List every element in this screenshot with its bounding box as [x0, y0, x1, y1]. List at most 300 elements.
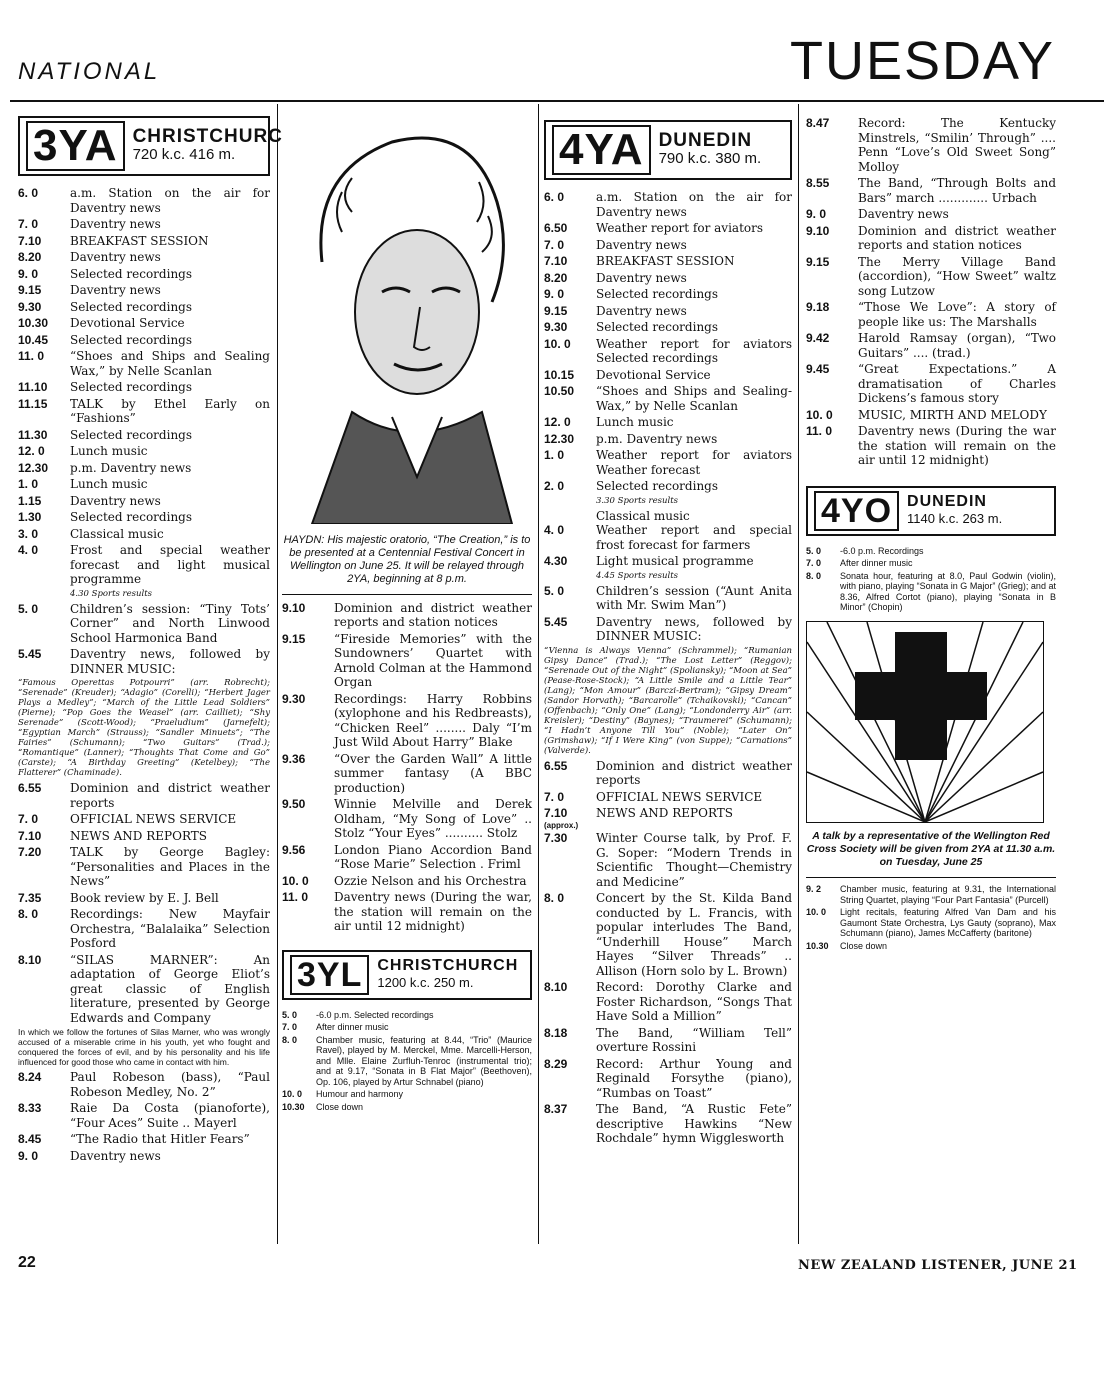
entry-time: 10. 0 — [544, 336, 571, 351]
entry-description: NEWS AND REPORTS — [70, 828, 207, 843]
entry-time: 1.30 — [18, 510, 42, 524]
entry-time: 9.30 — [18, 299, 42, 314]
entry-description: Harold Ramsay (organ), “Two Guitars” .... (trad.) — [858, 331, 1056, 360]
schedule-entry — [18, 267, 270, 282]
entry-description: Dominion and district weather reports and station notices — [334, 600, 532, 629]
classical-note: Classical music — [596, 508, 690, 523]
entry-description: Selected recordings — [70, 380, 193, 394]
schedule-entry — [544, 759, 792, 788]
entry-time: 5. 0 — [282, 1009, 298, 1020]
schedule-entry — [544, 806, 792, 821]
entry-time: 8. 0 — [18, 907, 39, 921]
schedule-entry — [544, 980, 792, 1024]
entry-time: 11. 0 — [282, 890, 309, 904]
entry-description: Light recitals, featuring Alfred Van Dam and his Gaumont State Orchestra, Lys Gauty (soprano), Max Schumann (piano), James McCafferty (baritone) — [840, 907, 1056, 938]
schedule-entry — [544, 523, 792, 552]
entry-time: 8.10 — [18, 952, 42, 967]
entry-description: BREAKFAST SESSION — [596, 254, 735, 268]
schedule-entry — [544, 479, 792, 494]
entry-description: Dominion and district weather reports and station notices — [858, 223, 1056, 252]
entry-description: “Fireside Memories” with the Sundowners’ Quartet with Arnold Colman at the Hammond Organ — [334, 631, 532, 689]
schedule-entry — [544, 384, 792, 413]
entry-description: Light musical programme — [596, 554, 754, 568]
schedule-list — [806, 546, 1056, 613]
entry-description: “Over the Garden Wall” A little summer fantasy (A BBC production) — [334, 751, 532, 795]
entry-time: 9.36 — [282, 751, 306, 766]
station-call-sign: 3YA — [26, 121, 125, 171]
schedule-entry — [18, 781, 270, 810]
entry-time: 9.50 — [282, 797, 306, 811]
entry-time: 3. 0 — [18, 526, 39, 541]
station-frequency: 1200 k.c. 250 m. — [377, 975, 474, 990]
entry-time: 5.45 — [18, 647, 42, 661]
entry-description: OFFICIAL NEWS SERVICE — [70, 812, 237, 826]
entry-description: Lunch music — [70, 477, 148, 491]
schedule-list — [282, 601, 532, 934]
entry-description: Sonata hour, featuring at 8.0, Paul Godwin (violin), with piano, playing “Sonata in G Major” (Grieg); and at 8.36, Alfred Cortot (piano), playing “Sonata in B Minor” (Chopin) — [840, 570, 1056, 612]
entry-description: London Piano Accordion Band “Rose Marie” Selection . Friml — [334, 842, 532, 871]
schedule-entry — [282, 1102, 532, 1113]
entry-time: 8.37 — [544, 1102, 568, 1116]
entry-time: 12.30 — [18, 460, 49, 475]
schedule-entry — [18, 907, 270, 951]
entry-description: Concert by the St. Kilda Band conducted by L. Francis, with popular interludes The Band, “Underhill House” March Hayes “Silver Threads” .. Allison (Horn solo by L. Brown) — [596, 891, 792, 978]
schedule-entry — [18, 953, 270, 1026]
entry-description: Classical music — [70, 526, 164, 541]
header-national: NATIONAL — [18, 58, 161, 85]
schedule-entry — [544, 1102, 792, 1146]
sports-note: 4.45 Sports results — [596, 570, 678, 581]
entry-description: “The Radio that Hitler Fears” — [70, 1132, 250, 1146]
entry-description: Daventry news (During the war the station will remain on the air until 12 midnight) — [858, 424, 1056, 467]
entry-description: Devotional Service — [70, 316, 185, 330]
station-city: CHRISTCHURCH — [377, 956, 519, 974]
entry-description: Daventry news — [70, 250, 161, 264]
schedule-entry — [806, 255, 1056, 299]
schedule-entry — [18, 812, 270, 827]
schedule-entry — [282, 692, 532, 750]
entry-description: Weather report for aviators Selected recordings — [596, 336, 792, 365]
entry-time: 7. 0 — [18, 812, 39, 826]
schedule-entry — [806, 408, 1056, 423]
schedule-entry — [18, 543, 270, 587]
entry-description: Selected recordings — [596, 479, 719, 493]
schedule-entry — [806, 571, 1056, 613]
entry-time: 6.55 — [544, 758, 568, 773]
entry-time: 7.30 — [544, 831, 568, 845]
entry-description: Selected recordings — [596, 287, 719, 301]
schedule-list — [18, 602, 270, 677]
entry-description: Daventry news — [70, 217, 161, 231]
entry-time: 9.15 — [544, 303, 568, 318]
column-4ya — [544, 120, 792, 1148]
entry-time: 9.30 — [282, 691, 306, 706]
entry-time: 11.30 — [18, 427, 48, 442]
entry-description: Recordings: Harry Robbins (xylophone and his Redbreasts), “Chicken Reel” ........ Daly “I’m Just Wild About Harry” Blake — [334, 691, 532, 749]
column-divider — [538, 104, 539, 1244]
schedule-entry — [544, 615, 792, 644]
schedule-entry — [544, 337, 792, 366]
publication-footer: NEW ZEALAND LISTENER, JUNE 21 — [798, 1258, 1078, 1273]
entry-description: Selected recordings — [70, 332, 193, 347]
entry-time: 11. 0 — [18, 349, 45, 363]
schedule-entry — [806, 300, 1056, 329]
schedule-entry — [282, 890, 532, 934]
schedule-entry — [282, 1010, 532, 1021]
haydn-portrait — [282, 112, 538, 524]
entry-description: Ozzie Nelson and his Orchestra — [334, 873, 527, 888]
entry-time: 1.15 — [18, 493, 42, 508]
dinner-music-list: “Vienna is Always Vienna” (Schrammel); “Rumanian Gipsy Dance” (Trad.); “The Lost Letter” (Reggov); “Serenade Out of the Night” (Spoliansky); “Moon at Sea” (Pease-Rose-Stock); “A Little Smile and a Little Tear” (Lang); “Mon Amour” (Barczi-Bertram); “Gipsy Dream” (Sandor Horvath); “Barcarolle” (Tchaikovski); “Cancan” (Offenbach); “Only One” (Lang); “Londonderry Air” (arr. Kreisler); “Destiny” (Baynes); “Traumerei” (Schumann); “I Hadn’t Anyone Till You” (Noble); “Later On” (Grimshaw); “If I Were King” (von Suppe); “Carnations” (Valverde). — [544, 645, 792, 756]
entry-description: TALK by George Bagley: “Personalities and Places in the News” — [70, 845, 270, 888]
entry-time: 5. 0 — [806, 545, 822, 556]
station-header-4yo — [806, 486, 1056, 536]
schedule-entry — [18, 217, 270, 232]
entry-time: 6. 0 — [18, 186, 39, 200]
entry-description: BREAKFAST SESSION — [70, 233, 209, 248]
schedule-entry — [544, 448, 792, 477]
entry-description: The Merry Village Band (accordion), “How Sweet” waltz song Lutzow — [858, 254, 1056, 298]
section-rule — [282, 594, 532, 595]
entry-time: 9. 0 — [806, 207, 827, 221]
schedule-list — [18, 1070, 270, 1163]
schedule-entry — [282, 1022, 532, 1033]
entry-description: Selected recordings — [70, 427, 193, 442]
entry-time: 10.45 — [18, 332, 49, 347]
entry-time: 7. 0 — [282, 1022, 298, 1032]
entry-description: p.m. Daventry news — [596, 431, 718, 446]
sports-note: 4.30 Sports results — [70, 588, 152, 599]
schedule-entry — [544, 554, 792, 569]
schedule-entry — [544, 190, 792, 219]
column-haydn — [282, 112, 532, 1114]
schedule-entry — [18, 1149, 270, 1164]
entry-time: 11.10 — [18, 380, 48, 394]
entry-description: Lunch music — [596, 415, 674, 429]
entry-time: 7.10 — [544, 806, 568, 820]
schedule-entry — [18, 510, 270, 525]
entry-description: Chamber music, featuring at 8.44, “Trio” (Maurice Ravel), played by M. Merckel, Mme. Marcelli-Herson, and Mlle. Elaine Zurfluh-Tenroc (instrumental trio); and at 9.17, “Sonata in B Flat Major” (Beethoven), Op. 106, played by Artur Schnabel (piano) — [316, 1034, 532, 1087]
entry-description: The Band, “William Tell” overture Rossini — [596, 1025, 792, 1054]
entry-description: “Shoes and Ships and Sealing-Wax,” by Nelle Scanlan — [596, 384, 792, 413]
schedule-entry — [18, 494, 270, 509]
station-call-sign: 4YO — [814, 491, 899, 531]
entry-time: 10. 0 — [282, 1089, 303, 1099]
schedule-entry — [544, 368, 792, 383]
entry-time: 9.45 — [806, 362, 830, 376]
entry-time: 8.18 — [544, 1025, 568, 1040]
sports-note: 3.30 Sports results — [596, 495, 678, 506]
entry-description: “Those We Love”: A story of people like us: The Marshalls — [858, 300, 1056, 329]
entry-time: 8.20 — [544, 270, 568, 285]
station-call-sign: 3YL — [290, 955, 369, 995]
schedule-entry — [544, 320, 792, 335]
entry-description: TALK by Ethel Early on “Fashions” — [70, 396, 270, 425]
entry-description: Selected recordings — [70, 299, 193, 314]
schedule-entry — [18, 477, 270, 492]
entry-time: 9.15 — [282, 631, 306, 646]
schedule-list — [806, 884, 1056, 951]
schedule-entry — [18, 1070, 270, 1099]
entry-description: The Band, “Through Bolts and Bars” march ............. Urbach — [858, 176, 1056, 205]
entry-time: 5. 0 — [544, 583, 565, 598]
schedule-entry — [18, 333, 270, 348]
schedule-entry — [544, 271, 792, 286]
schedule-entry — [282, 1035, 532, 1088]
entry-description: Daventry news, followed by DINNER MUSIC: — [596, 614, 792, 643]
entry-description: -6.0 p.m. Selected recordings — [316, 1009, 434, 1020]
entry-description: Paul Robeson (bass), “Paul Robeson Medley, No. 2” — [70, 1070, 270, 1099]
entry-description: a.m. Station on the air for Daventry news — [70, 186, 270, 215]
entry-description: Daventry news — [70, 493, 161, 508]
schedule-entry — [544, 432, 792, 447]
entry-time: 8.33 — [18, 1101, 42, 1115]
entry-description: “Shoes and Ships and Sealing Wax,” by Nelle Scanlan — [70, 349, 270, 378]
entry-time: 8.55 — [806, 176, 830, 190]
schedule-entry — [18, 428, 270, 443]
entry-time: 8.29 — [544, 1056, 568, 1071]
entry-description: Devotional Service — [596, 367, 711, 382]
station-header-3yl — [282, 950, 532, 1000]
schedule-entry — [18, 234, 270, 249]
entry-time: 9.56 — [282, 842, 306, 857]
schedule-list — [282, 1010, 532, 1113]
entry-description: OFFICIAL NEWS SERVICE — [596, 789, 763, 804]
entry-time: 10. 0 — [806, 907, 827, 917]
station-frequency: 1140 k.c. 263 m. — [907, 511, 1003, 526]
schedule-entry — [806, 116, 1056, 174]
entry-time: 8.45 — [18, 1132, 42, 1146]
portrait-caption: HAYDN: His majestic oratorio, “The Creation,” is to be presented at a Centennial Festival Concert in Wellington on June 25. It will be relayed through 2YA, beginning at 8 p.m. — [283, 533, 531, 585]
entry-description: Chamber music, featuring at 9.31, the International String Quartet, playing “Four Part Fantasia” (Purcell) — [840, 884, 1056, 905]
entry-time: 11. 0 — [806, 424, 833, 438]
schedule-entry — [806, 558, 1056, 569]
section-rule — [806, 877, 1056, 878]
entry-time: 9.15 — [18, 283, 42, 297]
schedule-entry — [544, 584, 792, 613]
entry-description: Dominion and district weather reports — [70, 781, 270, 810]
silas-marner-note: In which we follow the fortunes of Silas Marner, who was wrongly accused of a miserable crime in his youth, yet who fought and conquered the forces of evil, and by his personality and his life influenced for good those who came in contact with him. — [18, 1027, 270, 1067]
schedule-entry — [282, 752, 532, 796]
red-cross-caption: A talk by a representative of the Wellington Red Cross Society will be given from 2YA at 11.30 a.m. on Tuesday, June 25 — [806, 830, 1056, 868]
schedule-entry — [18, 1101, 270, 1130]
entry-time: 10.30 — [806, 940, 829, 951]
station-frequency: 790 k.c. 380 m. — [658, 149, 762, 167]
red-cross-illustration — [806, 621, 1044, 823]
entry-time: 11.15 — [18, 396, 48, 411]
entry-description: NEWS AND REPORTS — [596, 806, 733, 820]
schedule-entry — [544, 254, 792, 269]
entry-time: 4. 0 — [18, 543, 39, 557]
schedule-entry — [18, 444, 270, 459]
entry-description: Lunch music — [70, 444, 148, 458]
entry-description: Weather report and special frost forecast for farmers — [596, 523, 792, 552]
station-call-sign: 4YA — [552, 125, 651, 175]
entry-description: Raie Da Costa (pianoforte), “Four Aces” Suite .. Mayerl — [70, 1101, 270, 1130]
entry-time: 10. 0 — [282, 873, 309, 888]
schedule-entry — [18, 527, 270, 542]
entry-time: 8.47 — [806, 116, 830, 130]
entry-time: 7.10 — [18, 828, 42, 843]
schedule-entry — [282, 601, 532, 630]
entry-description: Children’s session (“Aunt Anita with Mr. Swim Man”) — [596, 583, 792, 612]
entry-time: 9.30 — [544, 320, 568, 334]
schedule-entry — [544, 238, 792, 253]
entry-description: “Great Expectations.” A dramatisation of Charles Dickens’s famous story — [858, 362, 1056, 405]
schedule-entry — [544, 1026, 792, 1055]
entry-description: Record: The Kentucky Minstrels, “Smilin’ Through” .... Penn “Love’s Old Sweet Song” Molloy — [858, 116, 1056, 174]
schedule-entry — [282, 632, 532, 690]
entry-time: 7.20 — [18, 845, 42, 859]
entry-time: 7.35 — [18, 890, 42, 905]
entry-description: After dinner music — [840, 558, 913, 568]
schedule-list — [544, 759, 792, 821]
schedule-entry — [18, 316, 270, 331]
entry-description: MUSIC, MIRTH AND MELODY — [858, 407, 1047, 422]
entry-description: Record: Dorothy Clarke and Foster Richardson, “Songs That Have Sold a Million” — [596, 980, 792, 1023]
entry-description: Selected recordings — [70, 266, 193, 281]
entry-time: 2. 0 — [544, 479, 565, 493]
header-day: TUESDAY — [790, 31, 1056, 91]
schedule-list — [806, 116, 1056, 468]
entry-description: Humour and harmony — [316, 1089, 404, 1099]
schedule-entry — [544, 287, 792, 302]
entry-time: 10.30 — [282, 1101, 305, 1112]
schedule-entry — [18, 186, 270, 215]
schedule-entry — [806, 224, 1056, 253]
schedule-entry — [544, 1057, 792, 1101]
schedule-entry — [544, 221, 792, 236]
schedule-entry — [18, 380, 270, 395]
dinner-music-list: “Famous Operettas Potpourri” (arr. Robrecht); “Serenade” (Kreuder); “Adagio” (Corelli); “Herbert Jager Plays a Medley”; “March of the Little Lead Soldiers” (Pierne); “Pop Goes the Weasel” (arr. Cailliet); “Shy Serenade” (Scott-Wood); “Praeludium” (Jarnefelt); “Egyptian March” (Strauss); “Sandler Minuets”; “The Fairies” (Schumann); “Two Guitars” (Trad.); “Romantique” (Lanner); “Thoughts That Come and Go” (Carste); “A Birthday Greeting” (Ketelbey); “The Flatterer” (Chaminade). — [18, 678, 270, 778]
entry-time: 9. 0 — [18, 1148, 39, 1163]
schedule-entry — [806, 884, 1056, 905]
entry-time: 10.15 — [544, 367, 575, 382]
entry-description: Book review by E. J. Bell — [70, 890, 219, 905]
entry-time: 9.15 — [806, 254, 830, 269]
schedule-list — [18, 781, 270, 1025]
entry-description: p.m. Daventry news — [70, 460, 192, 475]
schedule-entry — [18, 349, 270, 378]
entry-description: Weather report for aviators — [596, 221, 764, 235]
schedule-entry — [282, 797, 532, 841]
schedule-entry — [806, 176, 1056, 205]
entry-time: 7.10 — [544, 254, 568, 268]
entry-description: Recordings: New Mayfair Orchestra, “Balalaika” Selection Posford — [70, 907, 270, 950]
entry-time: 1. 0 — [544, 448, 565, 462]
entry-time: 9.10 — [282, 600, 306, 615]
entry-description: “SILAS MARNER”: An adaptation of George Eliot’s great classic of English literature, presented by George Edwards and Company — [70, 952, 270, 1025]
entry-time: 9.10 — [806, 223, 830, 238]
station-header-4ya — [544, 120, 792, 180]
schedule-list — [544, 190, 792, 494]
entry-description: Dominion and district weather reports — [596, 758, 792, 787]
entry-time: 1. 0 — [18, 477, 39, 491]
entry-time: 7. 0 — [806, 558, 822, 568]
schedule-entry — [18, 300, 270, 315]
schedule-entry — [806, 546, 1056, 557]
entry-time: 7. 0 — [544, 237, 565, 252]
schedule-entry — [544, 831, 792, 889]
column-divider — [277, 104, 278, 1244]
entry-time: 9. 0 — [18, 266, 39, 281]
entry-description: Close down — [316, 1101, 364, 1112]
schedule-entry — [544, 891, 792, 978]
schedule-entry — [18, 397, 270, 426]
entry-description: Close down — [840, 940, 888, 951]
schedule-entry — [806, 424, 1056, 468]
entry-time: 7. 0 — [544, 789, 565, 804]
schedule-list — [544, 523, 792, 569]
entry-description: After dinner music — [316, 1022, 389, 1032]
entry-description: Winnie Melville and Derek Oldham, “My Song of Love” .. Stolz “Your Eyes” .......... Stolz — [334, 797, 532, 840]
entry-time: 9. 2 — [806, 884, 822, 894]
entry-time: 12.30 — [544, 431, 575, 446]
schedule-list — [544, 831, 792, 1146]
station-city: DUNEDIN — [658, 130, 753, 151]
entry-time: 8. 0 — [544, 891, 565, 905]
schedule-entry — [18, 461, 270, 476]
station-city: CHRISTCHURCH — [132, 126, 298, 147]
entry-description: Daventry news — [596, 303, 687, 318]
entry-time: 8. 0 — [282, 1034, 298, 1045]
entry-description: Children’s session: “Tiny Tots’ Corner” and North Linwood School Harmonica Band — [70, 601, 270, 645]
entry-description: Daventry news (During the war, the station will remain on the air until 12 midnight) — [334, 890, 532, 933]
entry-time: 12. 0 — [544, 415, 571, 429]
entry-time: 8. 0 — [806, 570, 822, 581]
schedule-entry — [806, 207, 1056, 222]
schedule-entry — [544, 415, 792, 430]
column-4ya-continued — [806, 116, 1056, 953]
schedule-entry — [18, 602, 270, 646]
station-frequency: 720 k.c. 416 m. — [132, 145, 236, 163]
entry-time: 6.50 — [544, 221, 568, 235]
entry-description: Daventry news — [596, 237, 687, 252]
entry-time: 10.30 — [18, 316, 49, 330]
schedule-entry — [282, 1089, 532, 1100]
entry-description: Weather report for aviators Weather forecast — [596, 448, 792, 477]
approx-note: (approx.) — [544, 820, 579, 830]
schedule-entry — [18, 283, 270, 298]
entry-time: 8.20 — [18, 250, 42, 264]
station-city: DUNEDIN — [907, 492, 987, 510]
schedule-entry — [806, 907, 1056, 939]
page-number: 22 — [18, 1254, 36, 1271]
entry-time: 9.42 — [806, 331, 830, 345]
schedule-entry — [806, 941, 1056, 952]
entry-description: Selected recordings — [596, 320, 719, 334]
schedule-list — [18, 186, 270, 587]
schedule-entry — [18, 1132, 270, 1147]
entry-time: 7.10 — [18, 233, 42, 248]
top-rule — [10, 100, 1104, 102]
schedule-entry — [544, 304, 792, 319]
schedule-entry — [18, 647, 270, 676]
entry-time: 12. 0 — [18, 444, 45, 458]
schedule-entry — [18, 829, 270, 844]
schedule-entry — [18, 845, 270, 889]
schedule-entry — [544, 790, 792, 805]
schedule-entry — [806, 331, 1056, 360]
entry-description: The Band, “A Rustic Fete” descriptive Hawkins “New Rochdale” hymn Wigglesworth — [596, 1102, 792, 1145]
schedule-entry — [18, 250, 270, 265]
entry-description: Daventry news, followed by DINNER MUSIC: — [70, 647, 270, 676]
entry-description: Selected recordings — [70, 510, 193, 524]
entry-description: Frost and special weather forecast and light musical programme — [70, 543, 270, 586]
entry-time: 8.10 — [544, 980, 568, 994]
schedule-entry — [18, 891, 270, 906]
schedule-entry — [282, 843, 532, 872]
